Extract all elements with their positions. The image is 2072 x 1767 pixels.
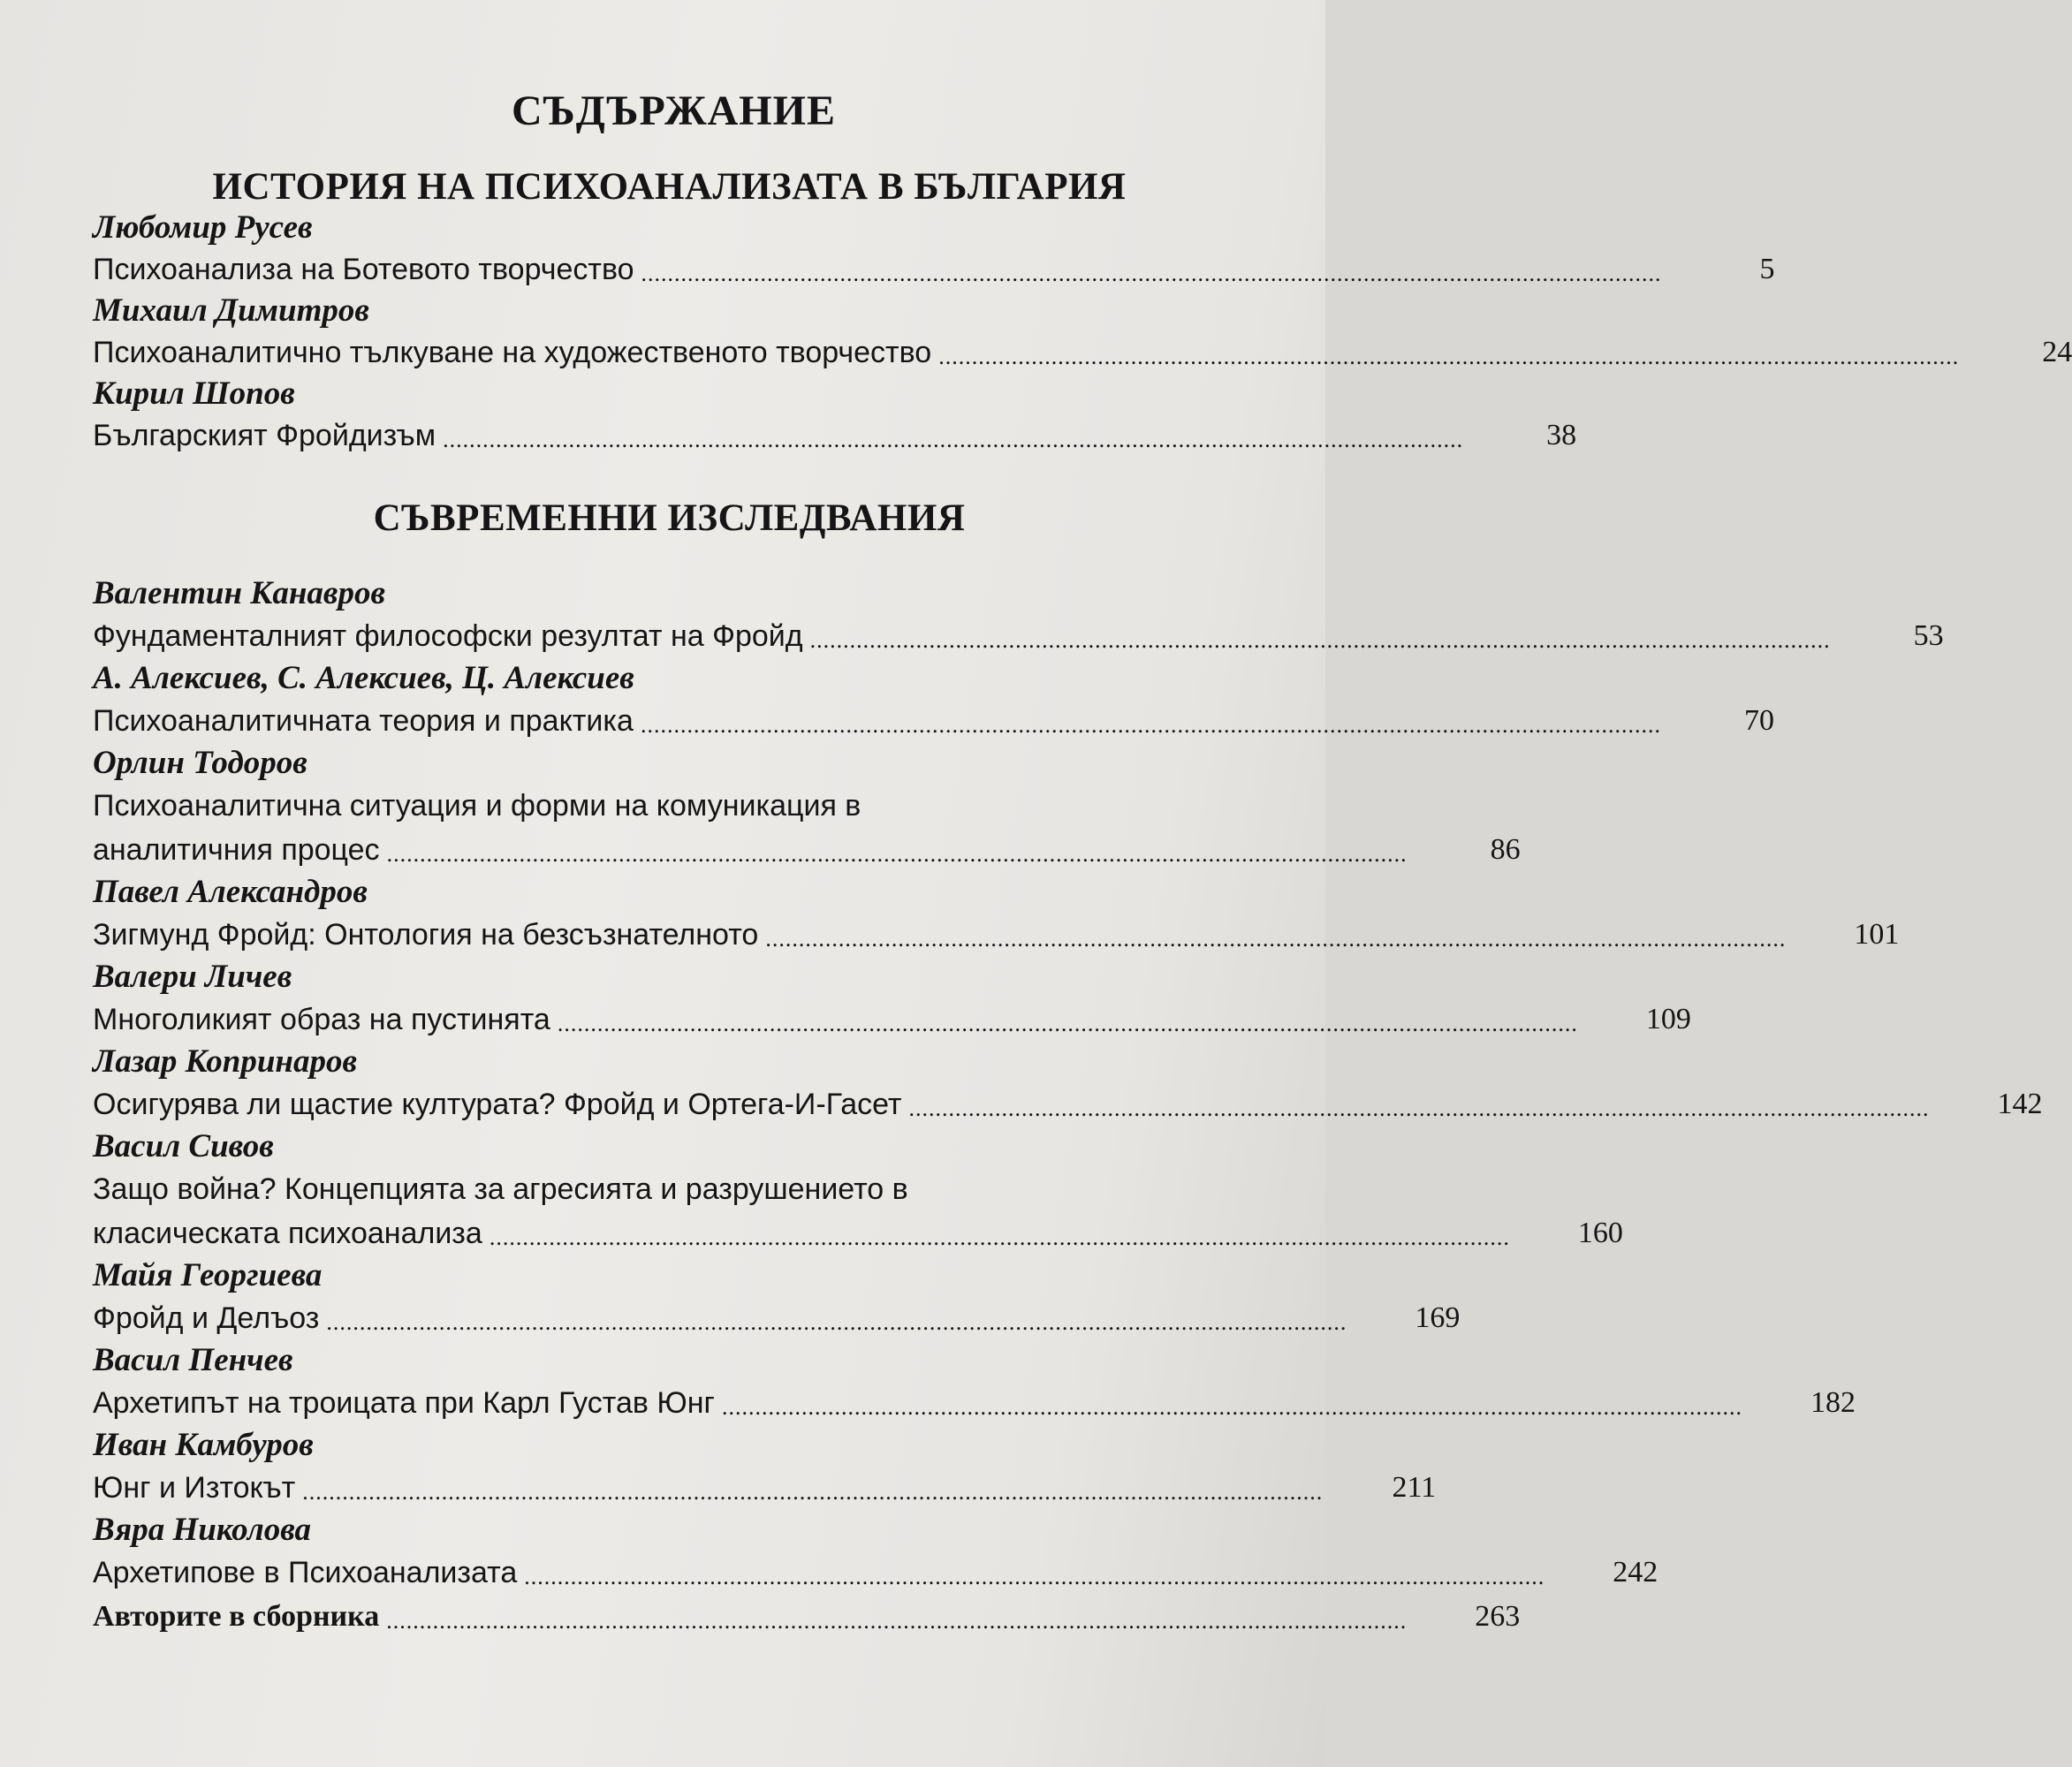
toc-entry	[93, 1126, 1623, 1255]
entry-author: А. Алексиев, С. Алексиев, Ц. Алексиев	[93, 660, 634, 696]
leader-dots: ..........................................................................................................................................................	[640, 712, 1661, 738]
entry-page: 70	[1743, 704, 1774, 737]
entry-page: 86	[1490, 833, 1521, 866]
leader-dots: ..........................................................................................................................................................	[302, 1479, 1324, 1505]
entry-title: Психоанализа на Ботевото творчество	[93, 253, 634, 286]
entry-author: Валентин Канавров	[93, 575, 385, 611]
entry-author: Валери Личев	[93, 959, 292, 995]
entry-author: Иван Камбуров	[93, 1427, 314, 1463]
entry-page: 24	[2042, 336, 2072, 368]
entry-author: Васил Пенчев	[93, 1342, 293, 1378]
entry-author: Любомир Русев	[93, 209, 313, 246]
toc-entry	[93, 209, 1775, 292]
toc-entry	[93, 743, 1521, 872]
leader-dots: ..........................................................................................................................................................	[908, 1096, 1930, 1121]
leader-dots: ..........................................................................................................................................................	[557, 1011, 1578, 1036]
entry-page: 160	[1577, 1217, 1623, 1249]
toc-entry	[93, 573, 1944, 658]
entry-author: Васил Сивов	[93, 1128, 274, 1164]
entry-title: Архетипът на троицата при Карл Густав Юнг	[93, 1386, 715, 1420]
entry-title-line1: Защо война? Концепцията за агресията и разрушението в	[93, 1172, 908, 1206]
entry-author: Орлин Тодоров	[93, 745, 307, 781]
entry-line	[93, 699, 1774, 743]
entry-page: 109	[1645, 1003, 1691, 1035]
entry-line	[93, 1211, 1623, 1255]
entry-page: 242	[1613, 1556, 1658, 1589]
entry-author: Михаил Димитров	[93, 292, 369, 329]
entry-title: Юнг и Изтокът	[93, 1471, 296, 1505]
toc-entry	[93, 1340, 1856, 1425]
entry-page: 169	[1415, 1301, 1461, 1334]
leader-dots: ..........................................................................................................................................................	[386, 841, 1408, 867]
toc-entry	[93, 957, 1691, 1042]
entry-line	[93, 330, 2072, 375]
leader-dots: ..........................................................................................................................................................	[809, 627, 1831, 653]
entry-page: 53	[1913, 619, 1944, 652]
toc-entry	[93, 1510, 1658, 1595]
entry-title: Архетипове в Психоанализата	[93, 1556, 518, 1589]
entry-title: Фундаменталният философски резултат на Фройд	[93, 619, 803, 653]
entry-author: Лазар Копринаров	[93, 1043, 357, 1080]
entry-title: Зигмунд Фройд: Онтология на безсъзнателното	[93, 918, 759, 952]
section-contemporary-entries	[93, 573, 2043, 1639]
leader-dots: ..........................................................................................................................................................	[489, 1225, 1510, 1250]
entry-line	[93, 1381, 1856, 1425]
closing-entry	[93, 1595, 1521, 1639]
entry-line	[93, 997, 1691, 1042]
leader-dots: ..........................................................................................................................................................	[443, 427, 1464, 452]
leader-dots: ..........................................................................................................................................................	[326, 1309, 1347, 1335]
entry-line	[93, 913, 1900, 957]
entry-line	[93, 828, 1521, 872]
entry-line	[93, 247, 1775, 292]
entry-page: 101	[1854, 918, 1900, 951]
closing-title: Авторите в сборника	[93, 1600, 380, 1633]
toc-entry	[93, 658, 1774, 743]
entry-author: Майя Георгиева	[93, 1257, 323, 1293]
toc-entry	[93, 872, 1900, 957]
entry-page: 38	[1546, 419, 1577, 451]
section-heading-contemporary: СЪВРЕМЕННИ ИЗСЛЕДВАНИЯ	[373, 497, 966, 539]
toc-entry	[93, 1255, 1461, 1340]
section-history-entries	[93, 209, 2072, 458]
entry-line	[93, 413, 1577, 458]
entry-line	[93, 1296, 1461, 1340]
closing-page: 263	[1475, 1600, 1521, 1633]
entry-title: Многоликият образ на пустинята	[93, 1003, 550, 1036]
toc-entry	[93, 1042, 2043, 1126]
entry-title: Психоаналитично тълкуване на художественото творчество	[93, 336, 932, 369]
leader-dots: ..........................................................................................................................................................	[721, 1394, 1742, 1420]
section-heading-history: ИСТОРИЯ НА ПСИХОАНАЛИЗАТА В БЪЛГАРИЯ	[212, 166, 1127, 208]
leader-dots: ..........................................................................................................................................................	[641, 261, 1662, 286]
toc-title: СЪДЪРЖАНИЕ	[512, 87, 836, 134]
entry-title: Фройд и Делъоз	[93, 1301, 320, 1335]
leader-dots: ..........................................................................................................................................................	[765, 926, 1787, 952]
leader-dots: ..........................................................................................................................................................	[938, 344, 1960, 369]
entry-title-line1: Психоаналитична ситуация и форми на комуникация в	[93, 789, 861, 823]
leader-dots: ..........................................................................................................................................................	[524, 1564, 1545, 1589]
entry-line	[93, 1466, 1437, 1510]
toc-entry	[93, 1425, 1437, 1510]
entry-title: Осигурява ли щастие културата? Фройд и Ортега-И-Гасет	[93, 1088, 902, 1121]
entry-title: Българският Фройдизъм	[93, 419, 436, 452]
entry-line	[93, 1082, 2043, 1126]
entry-title: аналитичния процес	[93, 833, 380, 867]
entry-page: 182	[1810, 1386, 1856, 1419]
entry-author: Вяра Николова	[93, 1512, 311, 1548]
toc-entry	[93, 292, 2072, 375]
leader-dots: ..........................................................................................................................................................	[386, 1608, 1408, 1634]
entry-line	[93, 614, 1944, 658]
entry-author: Павел Александров	[93, 874, 368, 910]
entry-page: 142	[1997, 1088, 2043, 1120]
entry-author: Кирил Шопов	[93, 375, 295, 412]
entry-line	[93, 1551, 1658, 1595]
entry-title: класическата психоанализа	[93, 1217, 482, 1250]
entry-page: 5	[1759, 253, 1775, 285]
entry-title: Психоаналитичната теория и практика	[93, 704, 634, 738]
entry-page: 211	[1392, 1471, 1437, 1504]
toc-entry	[93, 375, 1577, 458]
